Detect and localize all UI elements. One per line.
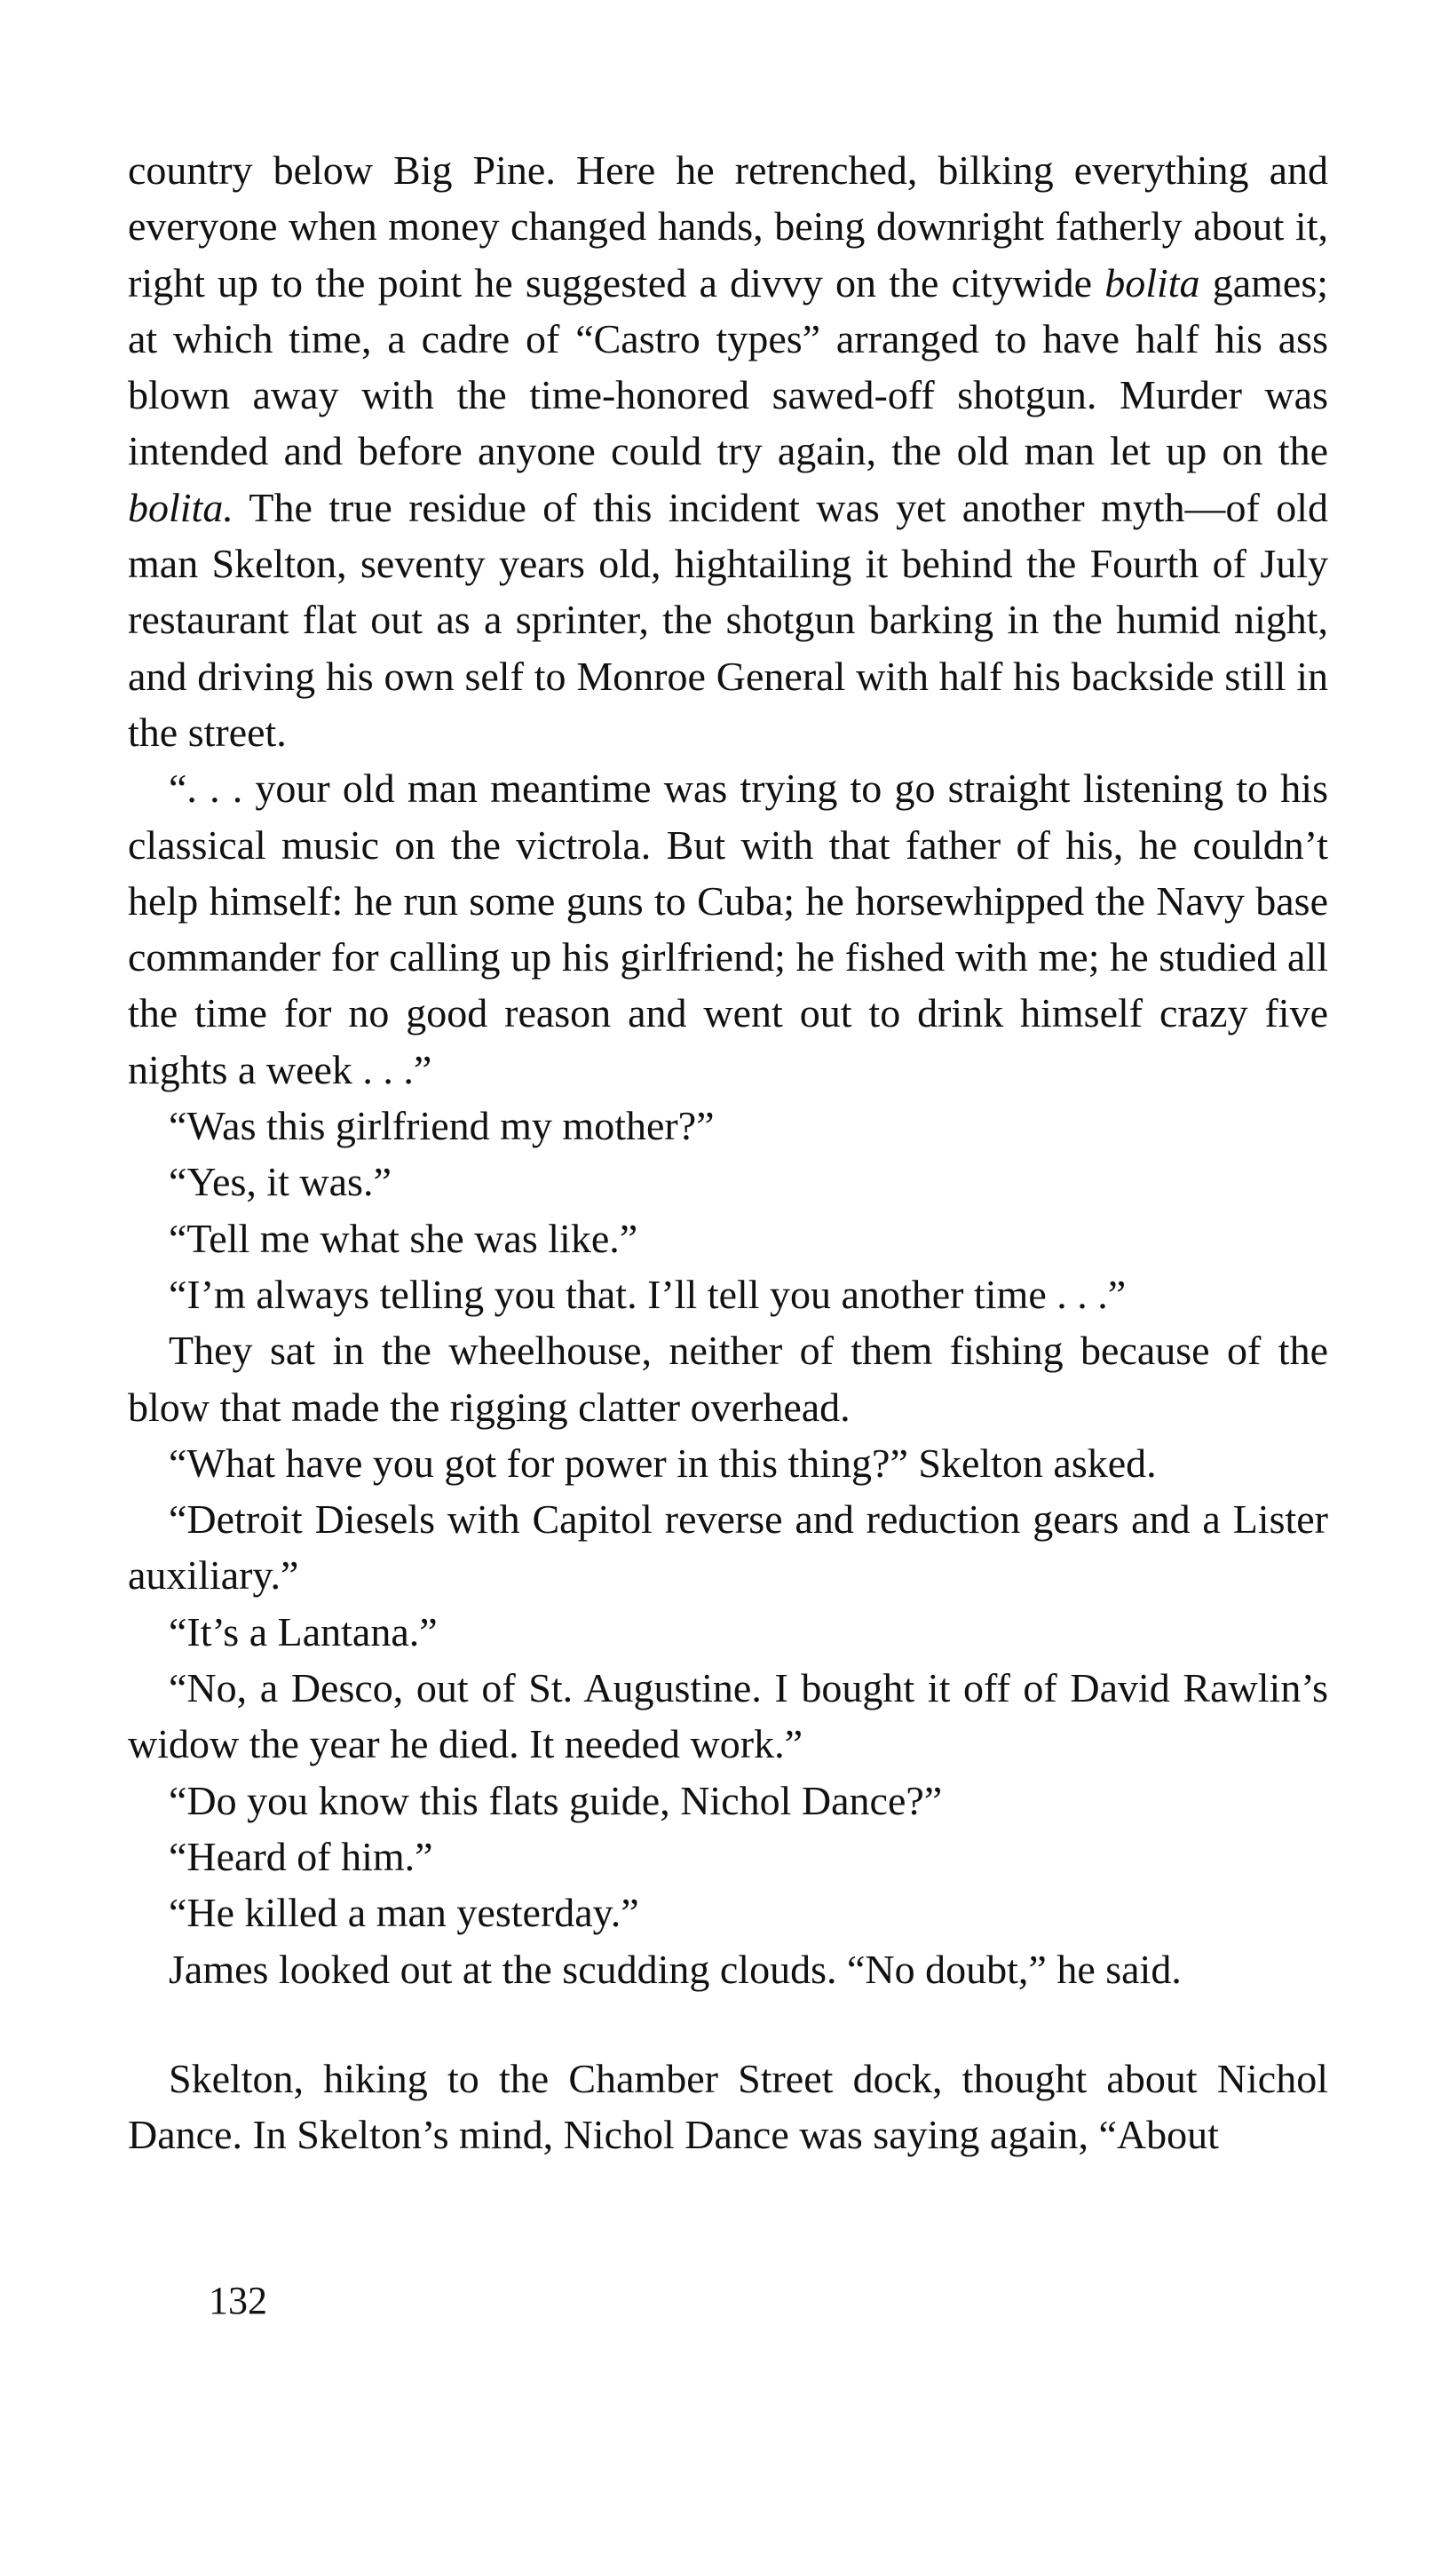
paragraph: They sat in the wheelhouse, neither of them fishing because of the blow that made the rigging clatter overhead. [128, 1328, 1328, 1430]
text-run: games; at which time, a cadre of “Castro types” arranged to have half his ass blown away with the time-honored sawed-off shotgun. Murder was intended and before anyone could try again, the old man let up on the [128, 259, 1329, 474]
dialogue-line: “Was this girlfriend my mother?” [169, 1103, 715, 1149]
dialogue-line: “Heard of him.” [169, 1833, 433, 1879]
dialogue-line: “It’s a Lantana.” [169, 1608, 438, 1654]
paragraph: James looked out at the scudding clouds. “No doubt,” he said. [169, 1946, 1182, 1992]
dialogue-line: “I’m always telling you that. I’ll tell you another time . . .” [169, 1271, 1127, 1317]
dialogue-line: “What have you got for power in this thing?” Skelton asked. [169, 1440, 1157, 1486]
paragraph-continuation [128, 142, 1328, 760]
dialogue-line: “Detroit Diesels with Capitol reverse and reduction gears and a Lister auxiliary.” [128, 1496, 1328, 1599]
dialogue-line: “Yes, it was.” [169, 1159, 392, 1205]
body-text [128, 142, 1328, 2162]
italic-text-run: bolita [1104, 259, 1200, 305]
dialogue-line: “Do you know this flats guide, Nichol Dance?” [169, 1777, 943, 1823]
section-break [128, 1997, 1328, 2051]
page-number: 132 [209, 2279, 267, 2322]
text-run: The true residue of this incident was yet another myth—of old man Skelton, seventy years old, hightailing it behind the Fourth of July restaurant flat out as a sprinter, the shotgun barking in the humid night, and driving his own self to Monroe General with half his backside still in the street. [128, 484, 1328, 755]
dialogue-line: “Tell me what she was like.” [169, 1215, 638, 1261]
dialogue-line: “No, a Desco, out of St. Augustine. I bought it off of David Rawlin’s widow the year he died. It needed work.” [128, 1665, 1328, 1767]
italic-text-run: bolita. [128, 484, 233, 530]
paragraph: Skelton, hiking to the Chamber Street dock, thought about Nichol Dance. In Skelton’s mind, Nichol Dance was saying again, “About [128, 2055, 1328, 2158]
dialogue-line: “He killed a man yesterday.” [169, 1890, 639, 1936]
paragraph: “. . . your old man meantime was trying to go straight listening to his classical music on the victrola. But with that father of his, he couldn’t help himself: he run some guns to Cuba; he horsewhipped the Navy base commander for calling up his girlfriend; he fished with me; he studied all the time for no good reason and went out to drink himself crazy five nights a week . . .” [128, 766, 1328, 1092]
text-run: country below Big Pine. Here he retrenched, bilking everything and everyone when money changed hands, being downright fatherly about it, right up to the point he suggested a divvy on the citywide [128, 147, 1328, 305]
